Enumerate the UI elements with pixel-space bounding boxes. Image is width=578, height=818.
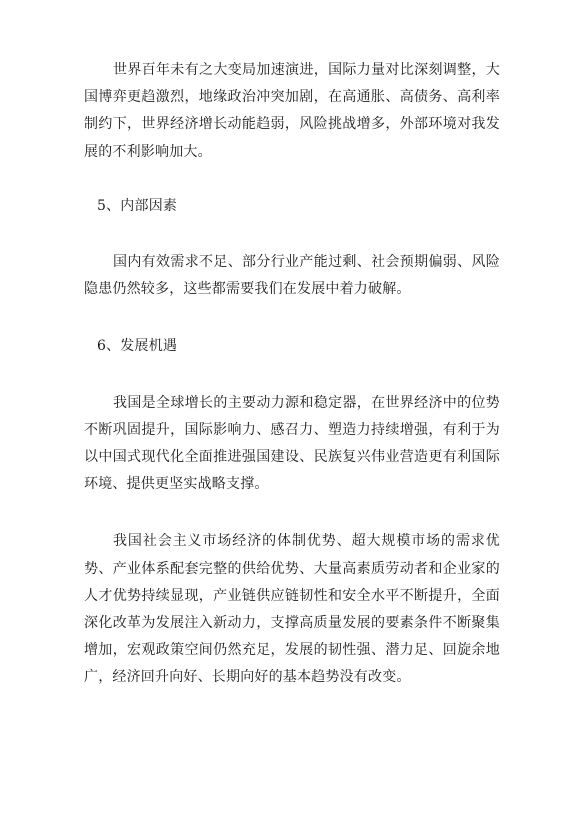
paragraph-domestic-demand: 国内有效需求不足、部分行业产能过剩、社会预期偏弱、风险隐患仍然较多，这些都需要我们在发展中着力破解。: [84, 254, 500, 298]
paragraph-external-environment: 世界百年未有之大变局加速演进，国际力量对比深刻调整，大国博弈更趋激烈，地缘政治冲突加剧，在高通胀、高债务、高利率制约下，世界经济增长动能趋弱，风险挑战增多，外部环境对我发展的不利影响加大。: [84, 62, 500, 160]
paragraph-global-growth-engine: 我国是全球增长的主要动力源和稳定器，在世界经济中的位势不断巩固提升，国际影响力、感召力、塑造力持续增强，有利于为以中国式现代化全面推进强国建设、民族复兴伟业营造更有利国际环境、提供更坚实战略支撑。: [84, 394, 500, 493]
heading-development-opportunities: 6、发展机遇: [97, 338, 178, 355]
heading-internal-factors: 5、内部因素: [97, 197, 178, 214]
paragraph-institutional-advantages: 我国社会主义市场经济的体制优势、超大规模市场的需求优势、产业体系配套完整的供给优势、大量高素质劳动者和企业家的人才优势持续显现，产业链供应链韧性和安全水平不断提升，全面深化改革为发展注入新动力，支撑高质量发展的要素条件不断聚集增加，宏观政策空间仍然充足，发展的韧性强、潜力足、回旋余地广，经济回升向好、长期向好的基本趋势没有改变。: [84, 533, 500, 686]
